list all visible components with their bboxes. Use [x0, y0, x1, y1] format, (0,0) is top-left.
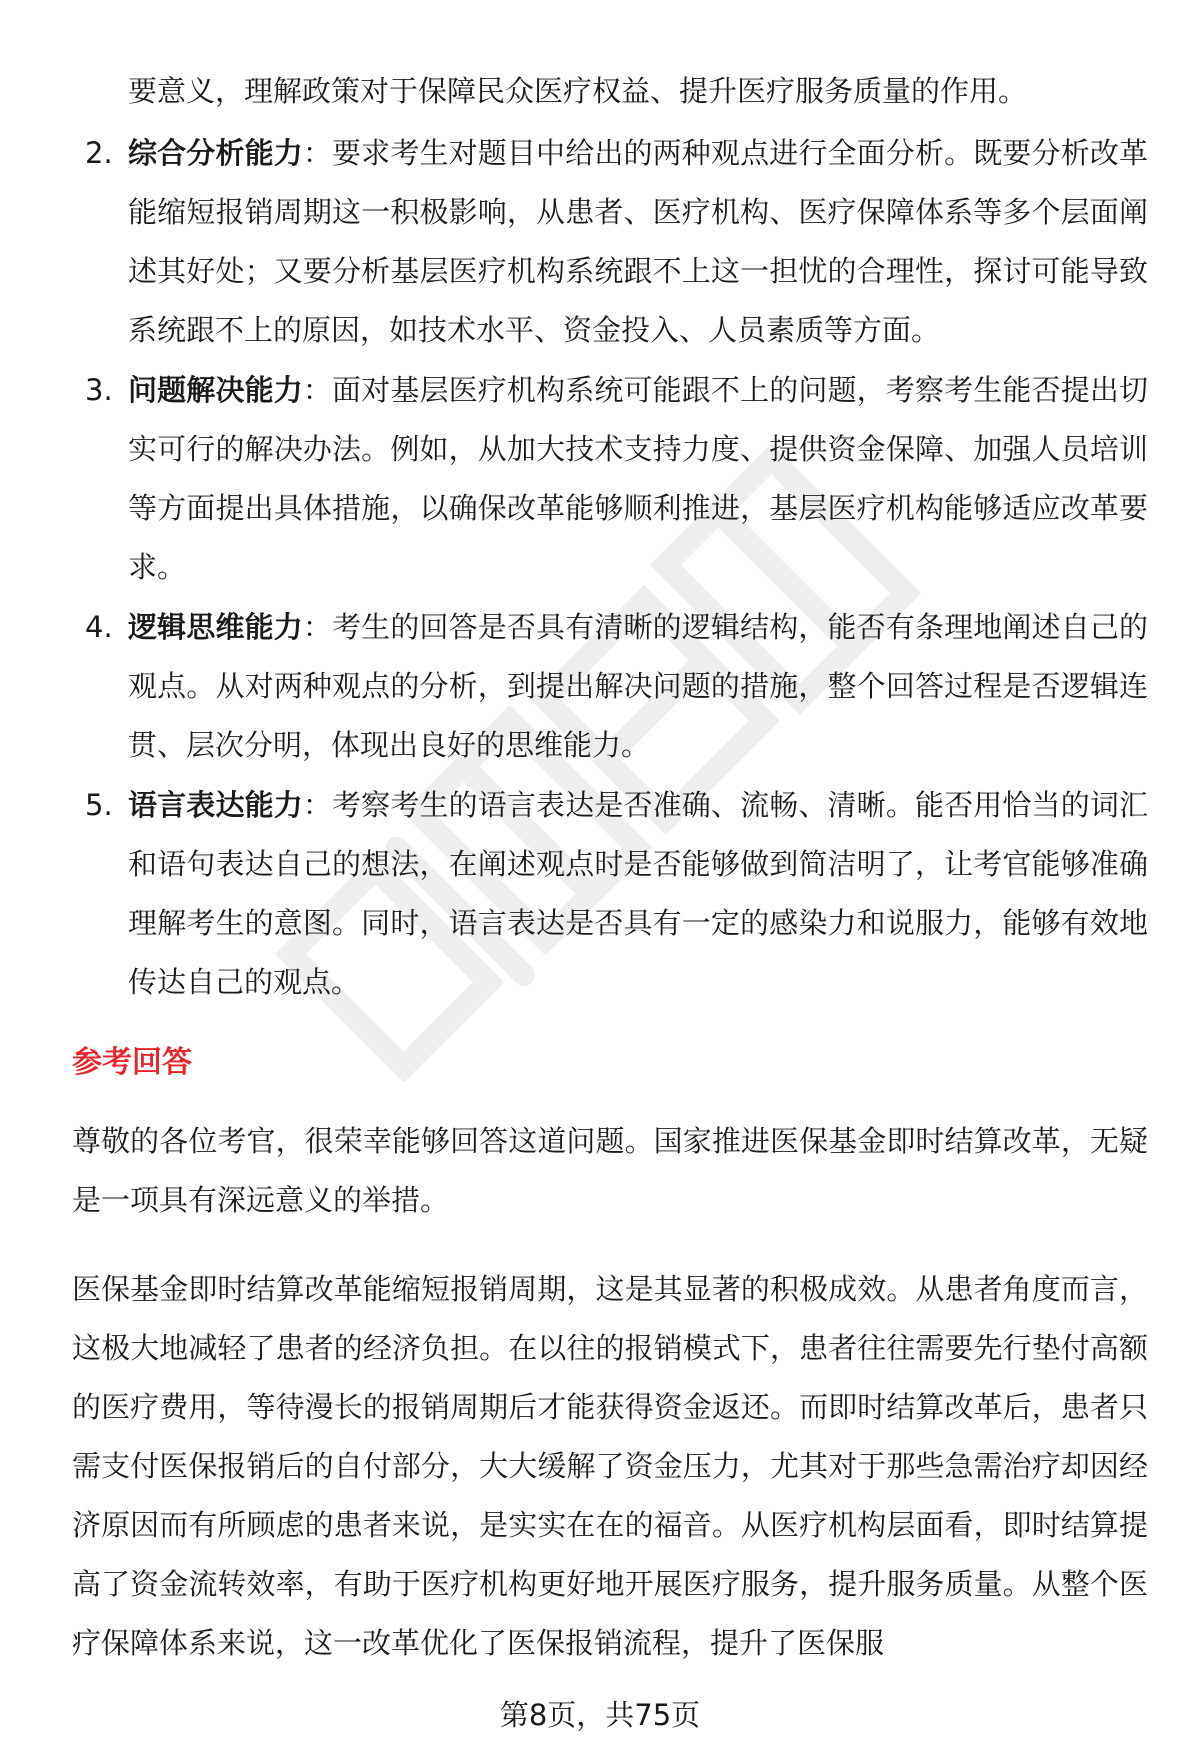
ability-list — [72, 124, 1148, 1013]
list-item-number: 3. — [85, 373, 113, 407]
page-number-footer: 第8页，共75页 — [499, 1698, 701, 1732]
section-heading-reference-answer: 参考回答 — [72, 1045, 192, 1080]
list-item-title: 综合分析能力 — [128, 136, 303, 170]
list-item — [72, 361, 1148, 597]
list-item — [72, 124, 1148, 360]
list-item-title: 语言表达能力 — [128, 788, 303, 822]
list-item-title: 逻辑思维能力 — [128, 610, 303, 644]
list-item-text: ：考生的回答是否具有清晰的逻辑结构，能否有条理地阐述自己的观点。从对两种观点的分析，到提出解决问题的措施，整个回答过程是否逻辑连贯、层次分明，体现出良好的思维能力。 — [128, 610, 1148, 762]
list-item — [72, 598, 1148, 775]
list-item-number: 4. — [85, 610, 113, 644]
list-item-text: ：面对基层医疗机构系统可能跟不上的问题，考察考生能否提出切实可行的解决办法。例如，从加大技术支持力度、提供资金保障、加强人员培训等方面提出具体措施，以确保改革能够顺利推进，基层医疗机构能够适应改革要求。 — [128, 373, 1148, 584]
list-item-title: 问题解决能力 — [128, 373, 303, 407]
answer-paragraph-intro: 尊敬的各位考官，很荣幸能够回答这道问题。国家推进医保基金即时结算改革，无疑是一项具有深远意义的举措。 — [72, 1124, 1148, 1217]
list-item — [72, 776, 1148, 1012]
answer-paragraph-body: 医保基金即时结算改革能缩短报销周期，这是其显著的积极成效。从患者角度而言，这极大地减轻了患者的经济负担。在以往的报销模式下，患者往往需要先行垫付高额的医疗费用，等待漫长的报销周期后才能获得资金返还。而即时结算改革后，患者只需支付医保报销后的自付部分，大大缓解了资金压力，尤其对于那些急需治疗却因经济原因而有所顾虑的患者来说，是实实在在的福音。从医疗机构层面看，即时结算提高了资金流转效率，有助于医疗机构更好地开展医疗服务，提升服务质量。从整个医疗保障体系来说，这一改革优化了医保报销流程，提升了医保服 — [72, 1272, 1148, 1660]
list-item-number: 2. — [85, 136, 113, 170]
continuation-line: 要意义，理解政策对于保障民众医疗权益、提升医疗服务质量的作用。 — [128, 74, 1028, 108]
list-item-text: ：要求考生对题目中给出的两种观点进行全面分析。既要分析改革能缩短报销周期这一积极影响，从患者、医疗机构、医疗保障体系等多个层面阐述其好处；又要分析基层医疗机构系统跟不上这一担忧的合理性，探讨可能导致系统跟不上的原因，如技术水平、资金投入、人员素质等方面。 — [128, 136, 1148, 347]
list-item-text: ：考察考生的语言表达是否准确、流畅、清晰。能否用恰当的词汇和语句表达自己的想法，在阐述观点时是否能够做到简洁明了，让考官能够准确理解考生的意图。同时，语言表达是否具有一定的感染力和说服力，能够有效地传达自己的观点。 — [128, 788, 1148, 999]
list-item-number: 5. — [85, 788, 113, 822]
